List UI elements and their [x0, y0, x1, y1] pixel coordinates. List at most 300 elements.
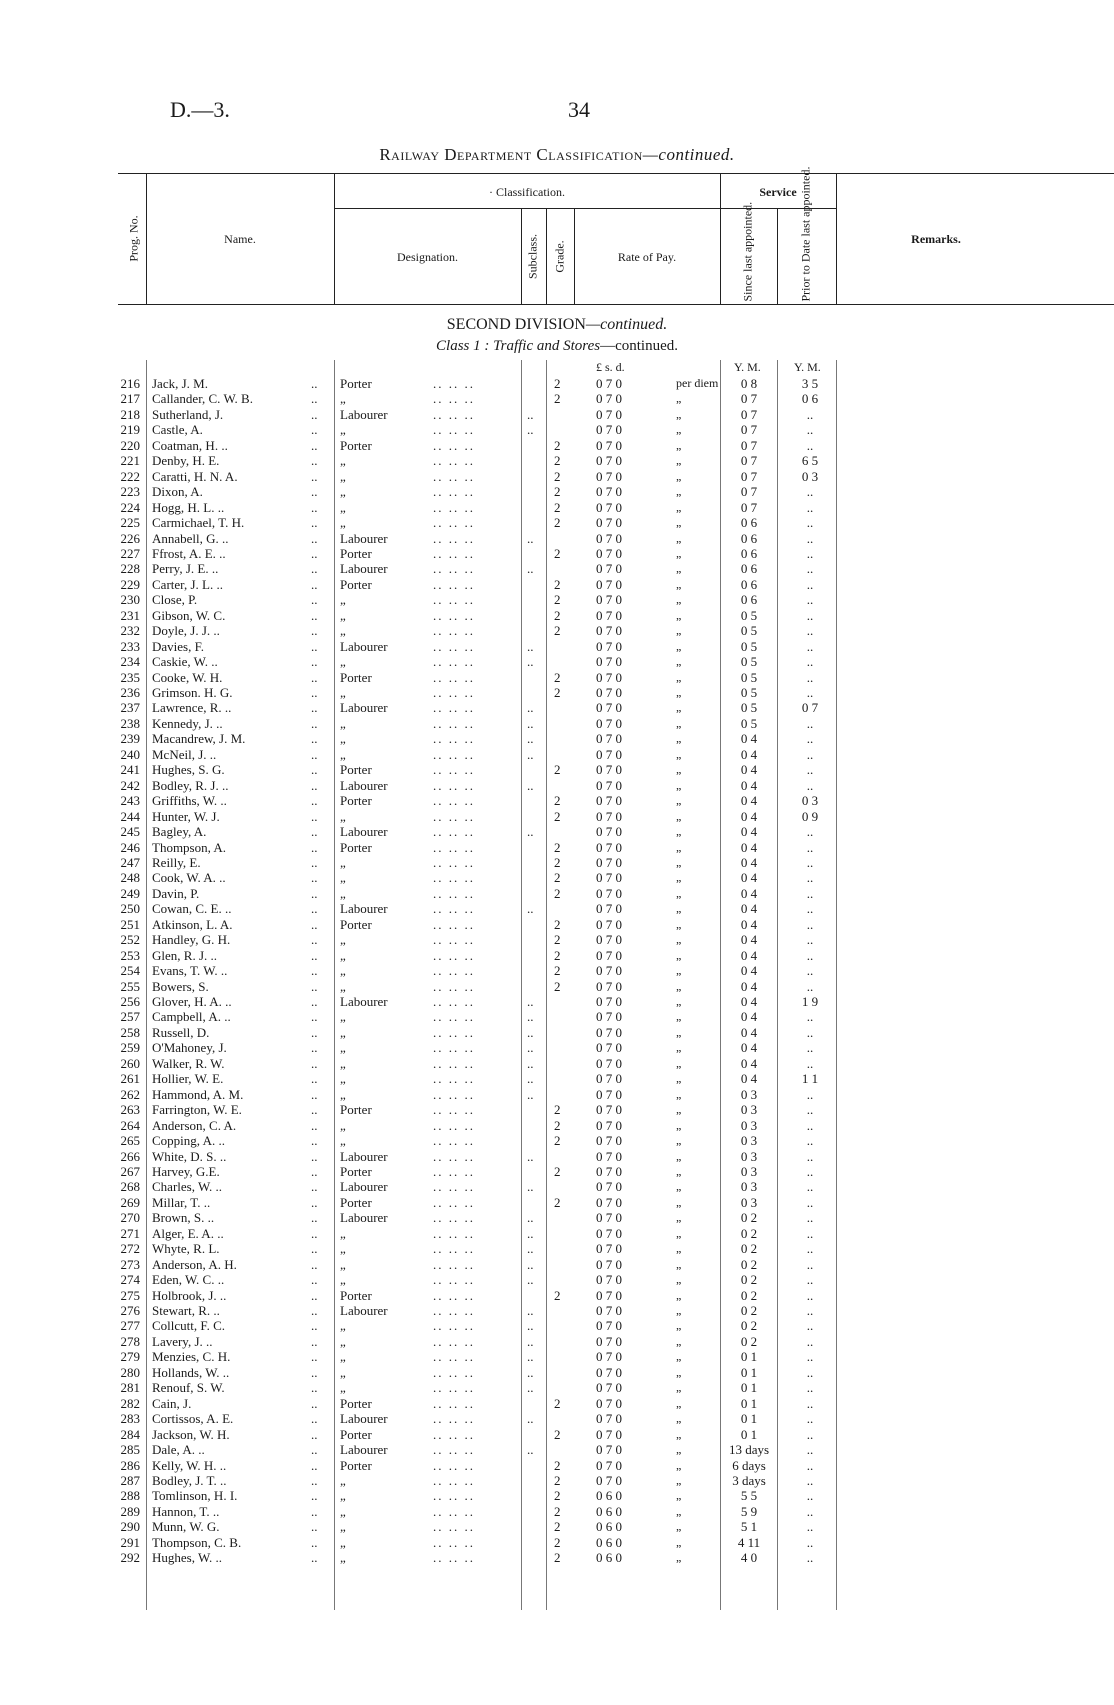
header-prog-no: Prog. No.	[126, 215, 141, 262]
service-prior: ..	[806, 1550, 814, 1566]
service-since: 0 3	[740, 1102, 758, 1118]
service-prior: ..	[806, 1519, 814, 1535]
table-row	[0, 778, 1114, 793]
employee-name: Kelly, W. H. ..	[152, 1457, 227, 1473]
grade: 2	[554, 885, 561, 901]
employee-name: Macandrew, J. M.	[152, 731, 246, 747]
rate-of-pay: 0 6 0	[596, 1488, 622, 1504]
service-since: 0 1	[740, 1364, 758, 1380]
leader-dots: .. .. ..	[433, 978, 475, 994]
service-since: 0 2	[740, 1272, 758, 1288]
designation: Porter	[340, 1194, 372, 1210]
grade: 2	[554, 484, 561, 500]
table-row	[0, 1365, 1114, 1380]
prog-no: 254	[120, 963, 140, 979]
service-since: 0 6	[740, 592, 758, 608]
rate-of-pay: 0 7 0	[596, 885, 622, 901]
table-row	[0, 963, 1114, 978]
pay-unit: „	[676, 592, 682, 607]
pay-unit: „	[676, 468, 682, 483]
table-row	[0, 1519, 1114, 1534]
leader-dots: .. .. ..	[433, 1071, 475, 1087]
table-row	[0, 1149, 1114, 1164]
leader-dots: ..	[311, 916, 318, 932]
header-since-last	[740, 201, 755, 302]
grade: 2	[554, 437, 561, 453]
pay-unit: „	[676, 1472, 682, 1487]
table-row	[0, 500, 1114, 515]
service-prior: ..	[806, 1241, 814, 1257]
designation: Labourer	[340, 1179, 388, 1195]
leader-dots: ..	[311, 592, 318, 608]
service-prior: ..	[806, 731, 814, 747]
leader-dots: ..	[311, 623, 318, 639]
leader-dots: .. .. ..	[433, 793, 475, 809]
rate-of-pay: 0 7 0	[596, 1318, 622, 1334]
leader-dots: .. .. ..	[433, 1055, 475, 1071]
service-since: 0 6	[740, 561, 758, 577]
employee-name: Doyle, J. J. ..	[152, 623, 220, 639]
designation: Porter	[340, 376, 372, 391]
service-prior: ..	[806, 561, 814, 577]
rate-of-pay: 0 7 0	[596, 1287, 622, 1303]
service-prior: ..	[806, 515, 814, 531]
page-number: 34	[568, 97, 590, 122]
service-since: 0 4	[740, 731, 758, 747]
pay-unit: „	[676, 808, 682, 823]
designation: Labourer	[340, 1210, 388, 1226]
subclass: ..	[527, 1380, 534, 1396]
grade: 2	[554, 1534, 561, 1550]
pay-unit: „	[676, 1318, 682, 1333]
employee-name: Hammond, A. M.	[152, 1086, 244, 1102]
leader-dots: .. .. ..	[433, 654, 475, 670]
leader-dots: .. .. ..	[433, 623, 475, 639]
prog-no: 234	[120, 654, 140, 670]
leader-dots: ..	[311, 1133, 318, 1149]
designation: „	[340, 1117, 346, 1133]
leader-dots: ..	[311, 1102, 318, 1118]
leader-dots: ..	[311, 669, 318, 685]
employee-name: Russell, D.	[152, 1024, 210, 1040]
prog-no: 221	[120, 453, 140, 469]
pay-unit: „	[676, 870, 682, 885]
employee-name: Bagley, A.	[152, 824, 207, 840]
rate-of-pay: 0 7 0	[596, 468, 622, 484]
subclass: ..	[527, 561, 534, 577]
prog-no: 219	[120, 422, 140, 438]
pay-unit: „	[676, 391, 682, 406]
prog-no: 235	[120, 669, 140, 685]
grade: 2	[554, 978, 561, 994]
prog-no: 291	[120, 1534, 140, 1550]
service-since: 0 2	[740, 1333, 758, 1349]
leader-dots: .. .. ..	[433, 839, 475, 855]
leader-dots: .. .. ..	[433, 1472, 475, 1488]
service-since: 0 4	[740, 963, 758, 979]
service-prior: ..	[806, 1133, 814, 1149]
service-prior: ..	[806, 576, 814, 592]
rate-of-pay: 0 7 0	[596, 1179, 622, 1195]
table-row	[0, 1087, 1114, 1102]
table-row	[0, 1133, 1114, 1148]
pay-unit: „	[676, 901, 682, 916]
leader-dots: ..	[311, 1534, 318, 1550]
service-since: 0 8	[740, 376, 758, 391]
table-row	[0, 1118, 1114, 1133]
service-since: 0 3	[740, 1117, 758, 1133]
designation: „	[340, 1364, 346, 1380]
prog-no: 248	[120, 870, 140, 886]
employee-name: Coatman, H. ..	[152, 437, 228, 453]
pay-unit: „	[676, 1117, 682, 1132]
leader-dots: ..	[311, 484, 318, 500]
service-prior: 0 3	[801, 793, 819, 809]
table-row	[0, 1071, 1114, 1086]
employee-name: Hughes, S. G.	[152, 762, 225, 778]
designation: „	[340, 422, 346, 438]
classification-rule	[334, 208, 720, 209]
pay-unit: „	[676, 1102, 682, 1117]
pay-unit: „	[676, 994, 682, 1008]
rate-of-pay: 0 7 0	[596, 1071, 622, 1087]
pay-unit: „	[676, 1225, 682, 1240]
rate-of-pay: 0 7 0	[596, 515, 622, 531]
service-prior: 0 7	[801, 700, 819, 716]
employee-name: Jackson, W. H.	[152, 1426, 230, 1442]
service-since: 0 4	[740, 916, 758, 932]
service-since: 0 3	[740, 1163, 758, 1179]
service-prior: ..	[806, 437, 814, 453]
leader-dots: ..	[311, 1040, 318, 1056]
prog-no: 237	[120, 700, 140, 716]
table-row	[0, 670, 1114, 685]
service-prior: ..	[806, 824, 814, 840]
service-prior: ..	[806, 1303, 814, 1318]
class-continued: —continued.	[600, 338, 678, 354]
prog-no: 292	[120, 1550, 140, 1566]
prog-no: 280	[120, 1364, 140, 1380]
designation: „	[340, 947, 346, 963]
service-prior: ..	[806, 1287, 814, 1303]
leader-dots: .. .. ..	[433, 376, 475, 391]
designation: „	[340, 592, 346, 608]
rate-of-pay: 0 7 0	[596, 1117, 622, 1133]
designation: Labourer	[340, 1442, 388, 1458]
pay-unit: „	[676, 1287, 682, 1302]
rate-of-pay: 0 7 0	[596, 1426, 622, 1442]
service-prior: ..	[806, 1349, 814, 1365]
employee-name: O'Mahoney, J.	[152, 1040, 227, 1056]
pay-unit: „	[676, 793, 682, 808]
service-prior: ..	[806, 1488, 814, 1504]
table-row	[0, 469, 1114, 484]
rate-of-pay: 0 7 0	[596, 715, 622, 731]
leader-dots: ..	[311, 731, 318, 747]
prog-no: 255	[120, 978, 140, 994]
pay-unit: „	[676, 1148, 682, 1163]
subclass: ..	[527, 715, 534, 731]
table-row	[0, 1102, 1114, 1117]
leader-dots: .. .. ..	[433, 932, 475, 948]
service-since: 0 3	[740, 1179, 758, 1195]
rate-of-pay: 0 7 0	[596, 1349, 622, 1365]
service-prior: ..	[806, 1256, 814, 1272]
service-since: 0 4	[740, 978, 758, 994]
grade: 2	[554, 854, 561, 870]
rate-of-pay: 0 7 0	[596, 1457, 622, 1473]
table-row	[0, 979, 1114, 994]
rate-of-pay: 0 7 0	[596, 453, 622, 469]
designation: „	[340, 1380, 346, 1396]
rate-of-pay: 0 7 0	[596, 376, 622, 391]
prog-no: 243	[120, 793, 140, 809]
service-prior: ..	[806, 1210, 814, 1226]
service-prior: ..	[806, 1194, 814, 1210]
document-code: D.—3.	[170, 97, 230, 122]
leader-dots: ..	[311, 406, 318, 422]
subclass: ..	[527, 638, 534, 654]
prog-no: 228	[120, 561, 140, 577]
prog-no: 262	[120, 1086, 140, 1102]
service-since: 0 5	[740, 669, 758, 685]
grade: 2	[554, 947, 561, 963]
leader-dots: ..	[311, 437, 318, 453]
service-since: 4 11	[737, 1534, 761, 1550]
pay-unit: „	[676, 1179, 682, 1194]
rate-of-pay: 0 7 0	[596, 901, 622, 917]
service-prior: 1 9	[801, 994, 819, 1009]
leader-dots: .. .. ..	[433, 391, 475, 407]
prog-no: 249	[120, 885, 140, 901]
prog-no: 222	[120, 468, 140, 484]
employee-name: Cooke, W. H.	[152, 669, 223, 685]
prog-no: 261	[120, 1071, 140, 1087]
header-rate-of-pay: Rate of Pay.	[617, 250, 677, 264]
prog-no: 233	[120, 638, 140, 654]
leader-dots: .. .. ..	[433, 947, 475, 963]
table-row	[0, 731, 1114, 746]
grade: 2	[554, 607, 561, 623]
subclass: ..	[527, 1210, 534, 1226]
prog-no: 282	[120, 1395, 140, 1411]
designation: Porter	[340, 1102, 372, 1118]
grade: 2	[554, 932, 561, 948]
table-row	[0, 870, 1114, 885]
division-heading	[0, 316, 1114, 334]
pay-unit: „	[676, 1349, 682, 1364]
header-prior-to-date	[798, 166, 813, 302]
service-since: 0 4	[740, 994, 758, 1009]
leader-dots: ..	[311, 932, 318, 948]
leader-dots: .. .. ..	[433, 808, 475, 824]
pay-unit: „	[676, 1395, 682, 1410]
prog-no: 240	[120, 746, 140, 762]
employee-name: Caskie, W. ..	[152, 654, 218, 670]
rate-of-pay: 0 7 0	[596, 685, 622, 700]
service-prior: ..	[806, 870, 814, 886]
designation: Porter	[340, 916, 372, 932]
service-since: 0 4	[740, 808, 758, 824]
rate-of-pay: 0 7 0	[596, 1009, 622, 1025]
pay-unit: „	[676, 1055, 682, 1070]
employee-name: Whyte, R. L.	[152, 1241, 220, 1257]
leader-dots: .. .. ..	[433, 1256, 475, 1272]
grade: 2	[554, 1102, 561, 1118]
class-label: Class 1 : Traffic and Stores	[436, 338, 601, 354]
rate-of-pay: 0 7 0	[596, 1225, 622, 1241]
service-since: 0 4	[740, 824, 758, 840]
rate-of-pay: 0 7 0	[596, 731, 622, 747]
employee-name: Griffiths, W. ..	[152, 793, 227, 809]
leader-dots: ..	[311, 854, 318, 870]
service-since: 0 6	[740, 545, 758, 561]
table-row	[0, 1442, 1114, 1457]
leader-dots: ..	[311, 700, 318, 716]
employee-name: Denby, H. E.	[152, 453, 220, 469]
pay-unit: „	[676, 530, 682, 545]
prog-no: 258	[120, 1024, 140, 1040]
pay-unit: „	[676, 978, 682, 993]
leader-dots: ..	[311, 1380, 318, 1396]
subclass: ..	[527, 1148, 534, 1164]
prog-no: 227	[120, 545, 140, 561]
prog-no: 263	[120, 1102, 140, 1118]
designation: Porter	[340, 545, 372, 561]
designation: „	[340, 607, 346, 623]
service-prior: ..	[806, 1148, 814, 1164]
leader-dots: .. .. ..	[433, 777, 475, 793]
service-since: 0 4	[740, 1055, 758, 1071]
grade: 2	[554, 1550, 561, 1566]
designation: Porter	[340, 437, 372, 453]
rate-of-pay: 0 7 0	[596, 1163, 622, 1179]
prog-no: 275	[120, 1287, 140, 1303]
table-row	[0, 592, 1114, 607]
table-row	[0, 1535, 1114, 1550]
employee-name: Caratti, H. N. A.	[152, 468, 238, 484]
service-since: 0 2	[740, 1287, 758, 1303]
designation: „	[340, 1071, 346, 1087]
pay-unit: „	[676, 669, 682, 684]
designation: „	[340, 623, 346, 639]
employee-name: Close, P.	[152, 592, 198, 608]
rate-of-pay: 0 7 0	[596, 1102, 622, 1118]
leader-dots: .. .. ..	[433, 1225, 475, 1241]
table-row	[0, 422, 1114, 437]
employee-name: Charles, W. ..	[152, 1179, 223, 1195]
designation: „	[340, 1086, 346, 1102]
prog-no: 259	[120, 1040, 140, 1056]
employee-name: Evans, T. W. ..	[152, 963, 228, 979]
prog-no: 264	[120, 1117, 140, 1133]
leader-dots: ..	[311, 1055, 318, 1071]
designation: „	[340, 685, 346, 700]
leader-dots: ..	[311, 762, 318, 778]
prog-no: 250	[120, 901, 140, 917]
leader-dots: ..	[311, 1194, 318, 1210]
grade: 2	[554, 515, 561, 531]
table-row	[0, 1458, 1114, 1473]
leader-dots: .. .. ..	[433, 1457, 475, 1473]
table-row	[0, 1040, 1114, 1055]
designation: Labourer	[340, 994, 388, 1009]
employee-name: Glover, H. A. ..	[152, 994, 232, 1009]
leader-dots: ..	[311, 1009, 318, 1025]
subclass: ..	[527, 1179, 534, 1195]
leader-dots: .. .. ..	[433, 1318, 475, 1334]
designation: „	[340, 1488, 346, 1504]
table-row	[0, 1318, 1114, 1333]
leader-dots: ..	[311, 746, 318, 762]
grade: 2	[554, 499, 561, 515]
employee-name: Grimson. H. G.	[152, 685, 233, 700]
rate-of-pay: 0 7 0	[596, 1210, 622, 1226]
service-prior: ..	[806, 1009, 814, 1025]
pay-unit: „	[676, 1256, 682, 1271]
employee-name: Annabell, G. ..	[152, 530, 229, 546]
col-divider	[521, 208, 522, 304]
leader-dots: ..	[311, 963, 318, 979]
service-prior: ..	[806, 638, 814, 654]
service-since: 0 1	[740, 1349, 758, 1365]
prog-no: 288	[120, 1488, 140, 1504]
leader-dots: .. .. ..	[433, 885, 475, 901]
rate-of-pay: 0 7 0	[596, 1086, 622, 1102]
grade: 2	[554, 592, 561, 608]
service-prior: ..	[806, 1040, 814, 1056]
rate-of-pay: 0 6 0	[596, 1550, 622, 1566]
subclass: ..	[527, 1318, 534, 1334]
leader-dots: .. .. ..	[433, 1086, 475, 1102]
subclass: ..	[527, 1241, 534, 1257]
leader-dots: .. .. ..	[433, 1148, 475, 1164]
leader-dots: .. .. ..	[433, 561, 475, 577]
grade: 2	[554, 545, 561, 561]
subclass: ..	[527, 654, 534, 670]
leader-dots: ..	[311, 1442, 318, 1458]
service-prior: ..	[806, 623, 814, 639]
leader-dots: .. .. ..	[433, 1380, 475, 1396]
table-row	[0, 994, 1114, 1009]
rate-of-pay: 0 7 0	[596, 1024, 622, 1040]
subclass: ..	[527, 1333, 534, 1349]
employee-name: Jack, J. M.	[152, 376, 208, 391]
table-row	[0, 515, 1114, 530]
service-since: 0 7	[740, 391, 758, 407]
prog-no: 225	[120, 515, 140, 531]
grade: 2	[554, 468, 561, 484]
designation: Labourer	[340, 1411, 388, 1427]
designation: Porter	[340, 1426, 372, 1442]
rate-of-pay: 0 7 0	[596, 808, 622, 824]
leader-dots: ..	[311, 870, 318, 886]
table-row	[0, 438, 1114, 453]
prog-no: 246	[120, 839, 140, 855]
leader-dots: ..	[311, 530, 318, 546]
subclass: ..	[527, 994, 534, 1009]
rate-of-pay: 0 7 0	[596, 839, 622, 855]
division-label: SECOND DIVISION	[446, 316, 586, 333]
table-row	[0, 407, 1114, 422]
pay-unit: „	[676, 499, 682, 514]
prog-no: 251	[120, 916, 140, 932]
service-since: 0 4	[740, 932, 758, 948]
rate-of-pay: 0 7 0	[596, 1364, 622, 1380]
pay-unit: „	[676, 916, 682, 931]
service-prior: ..	[806, 607, 814, 623]
leader-dots: ..	[311, 654, 318, 670]
